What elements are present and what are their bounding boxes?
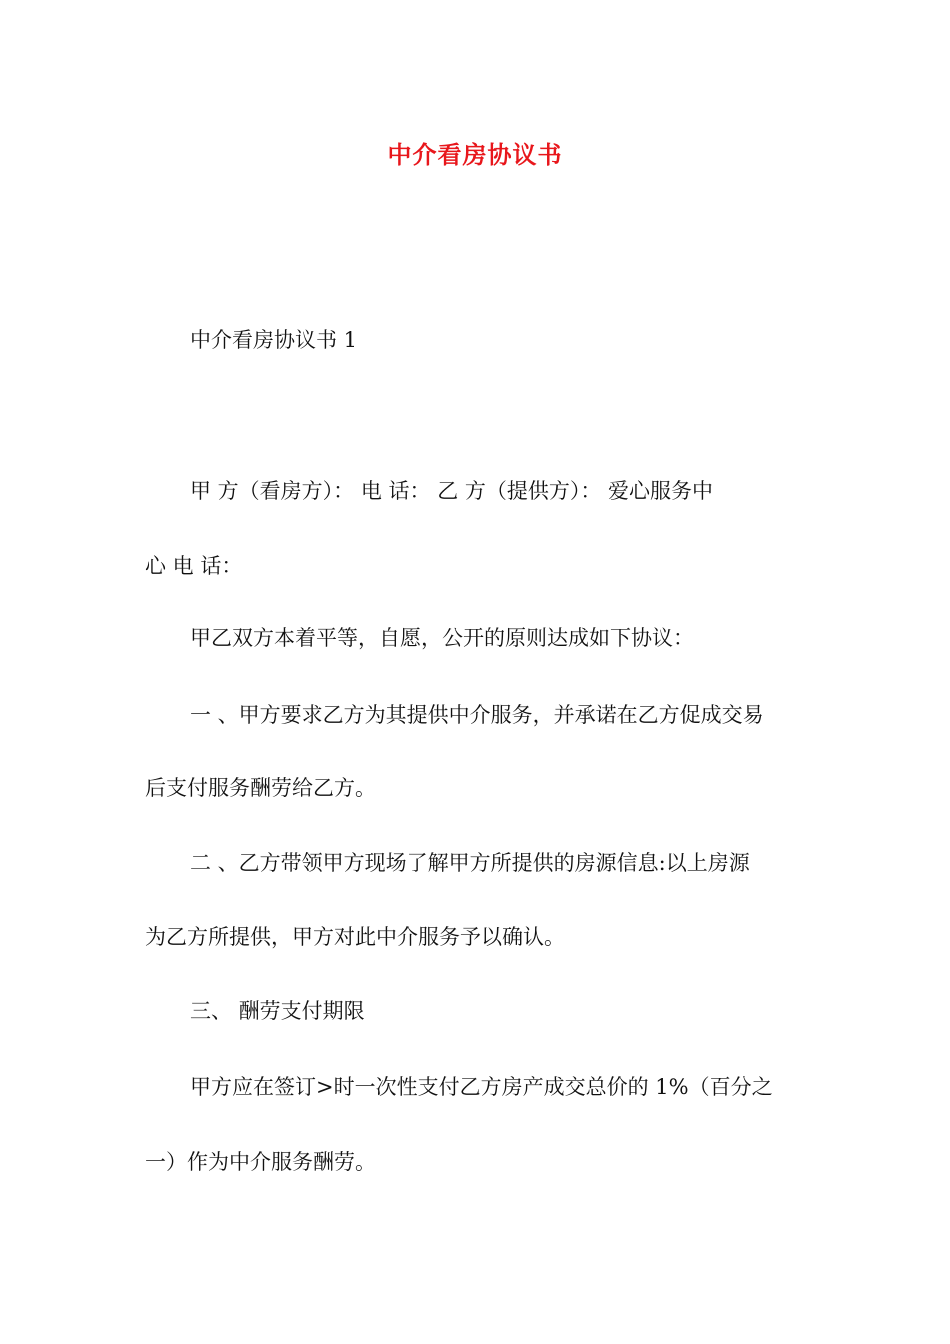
document-title: 中介看房协议书 (387, 141, 563, 169)
payment-paragraph-line-1: 甲方应在签订>时一次性支付乙方房产成交总价的 1%（百分之 (190, 1075, 773, 1099)
payment-paragraph-line-2: 一）作为中介服务酬劳。 (145, 1150, 376, 1174)
clause-2-line-1: 二 、乙方带领甲方现场了解甲方所提供的房源信息:以上房源 (190, 851, 750, 875)
principle-paragraph: 甲乙双方本着平等，自愿，公开的原则达成如下协议： (190, 626, 694, 650)
clause-1-line-1: 一 、甲方要求乙方为其提供中介服务，并承诺在乙方促成交易 (190, 703, 764, 727)
parties-paragraph-line-2: 心 电 话： (145, 554, 243, 578)
clause-3-heading: 三、 酬劳支付期限 (190, 999, 365, 1023)
clause-2-line-2: 为乙方所提供，甲方对此中介服务予以确认。 (145, 925, 565, 949)
section-heading: 中介看房协议书 1 (190, 328, 358, 352)
parties-paragraph-line-1: 甲 方（看房方）： 电 话： 乙 方（提供方）： 爱心服务中 (190, 479, 714, 503)
clause-1-line-2: 后支付服务酬劳给乙方。 (145, 776, 376, 800)
